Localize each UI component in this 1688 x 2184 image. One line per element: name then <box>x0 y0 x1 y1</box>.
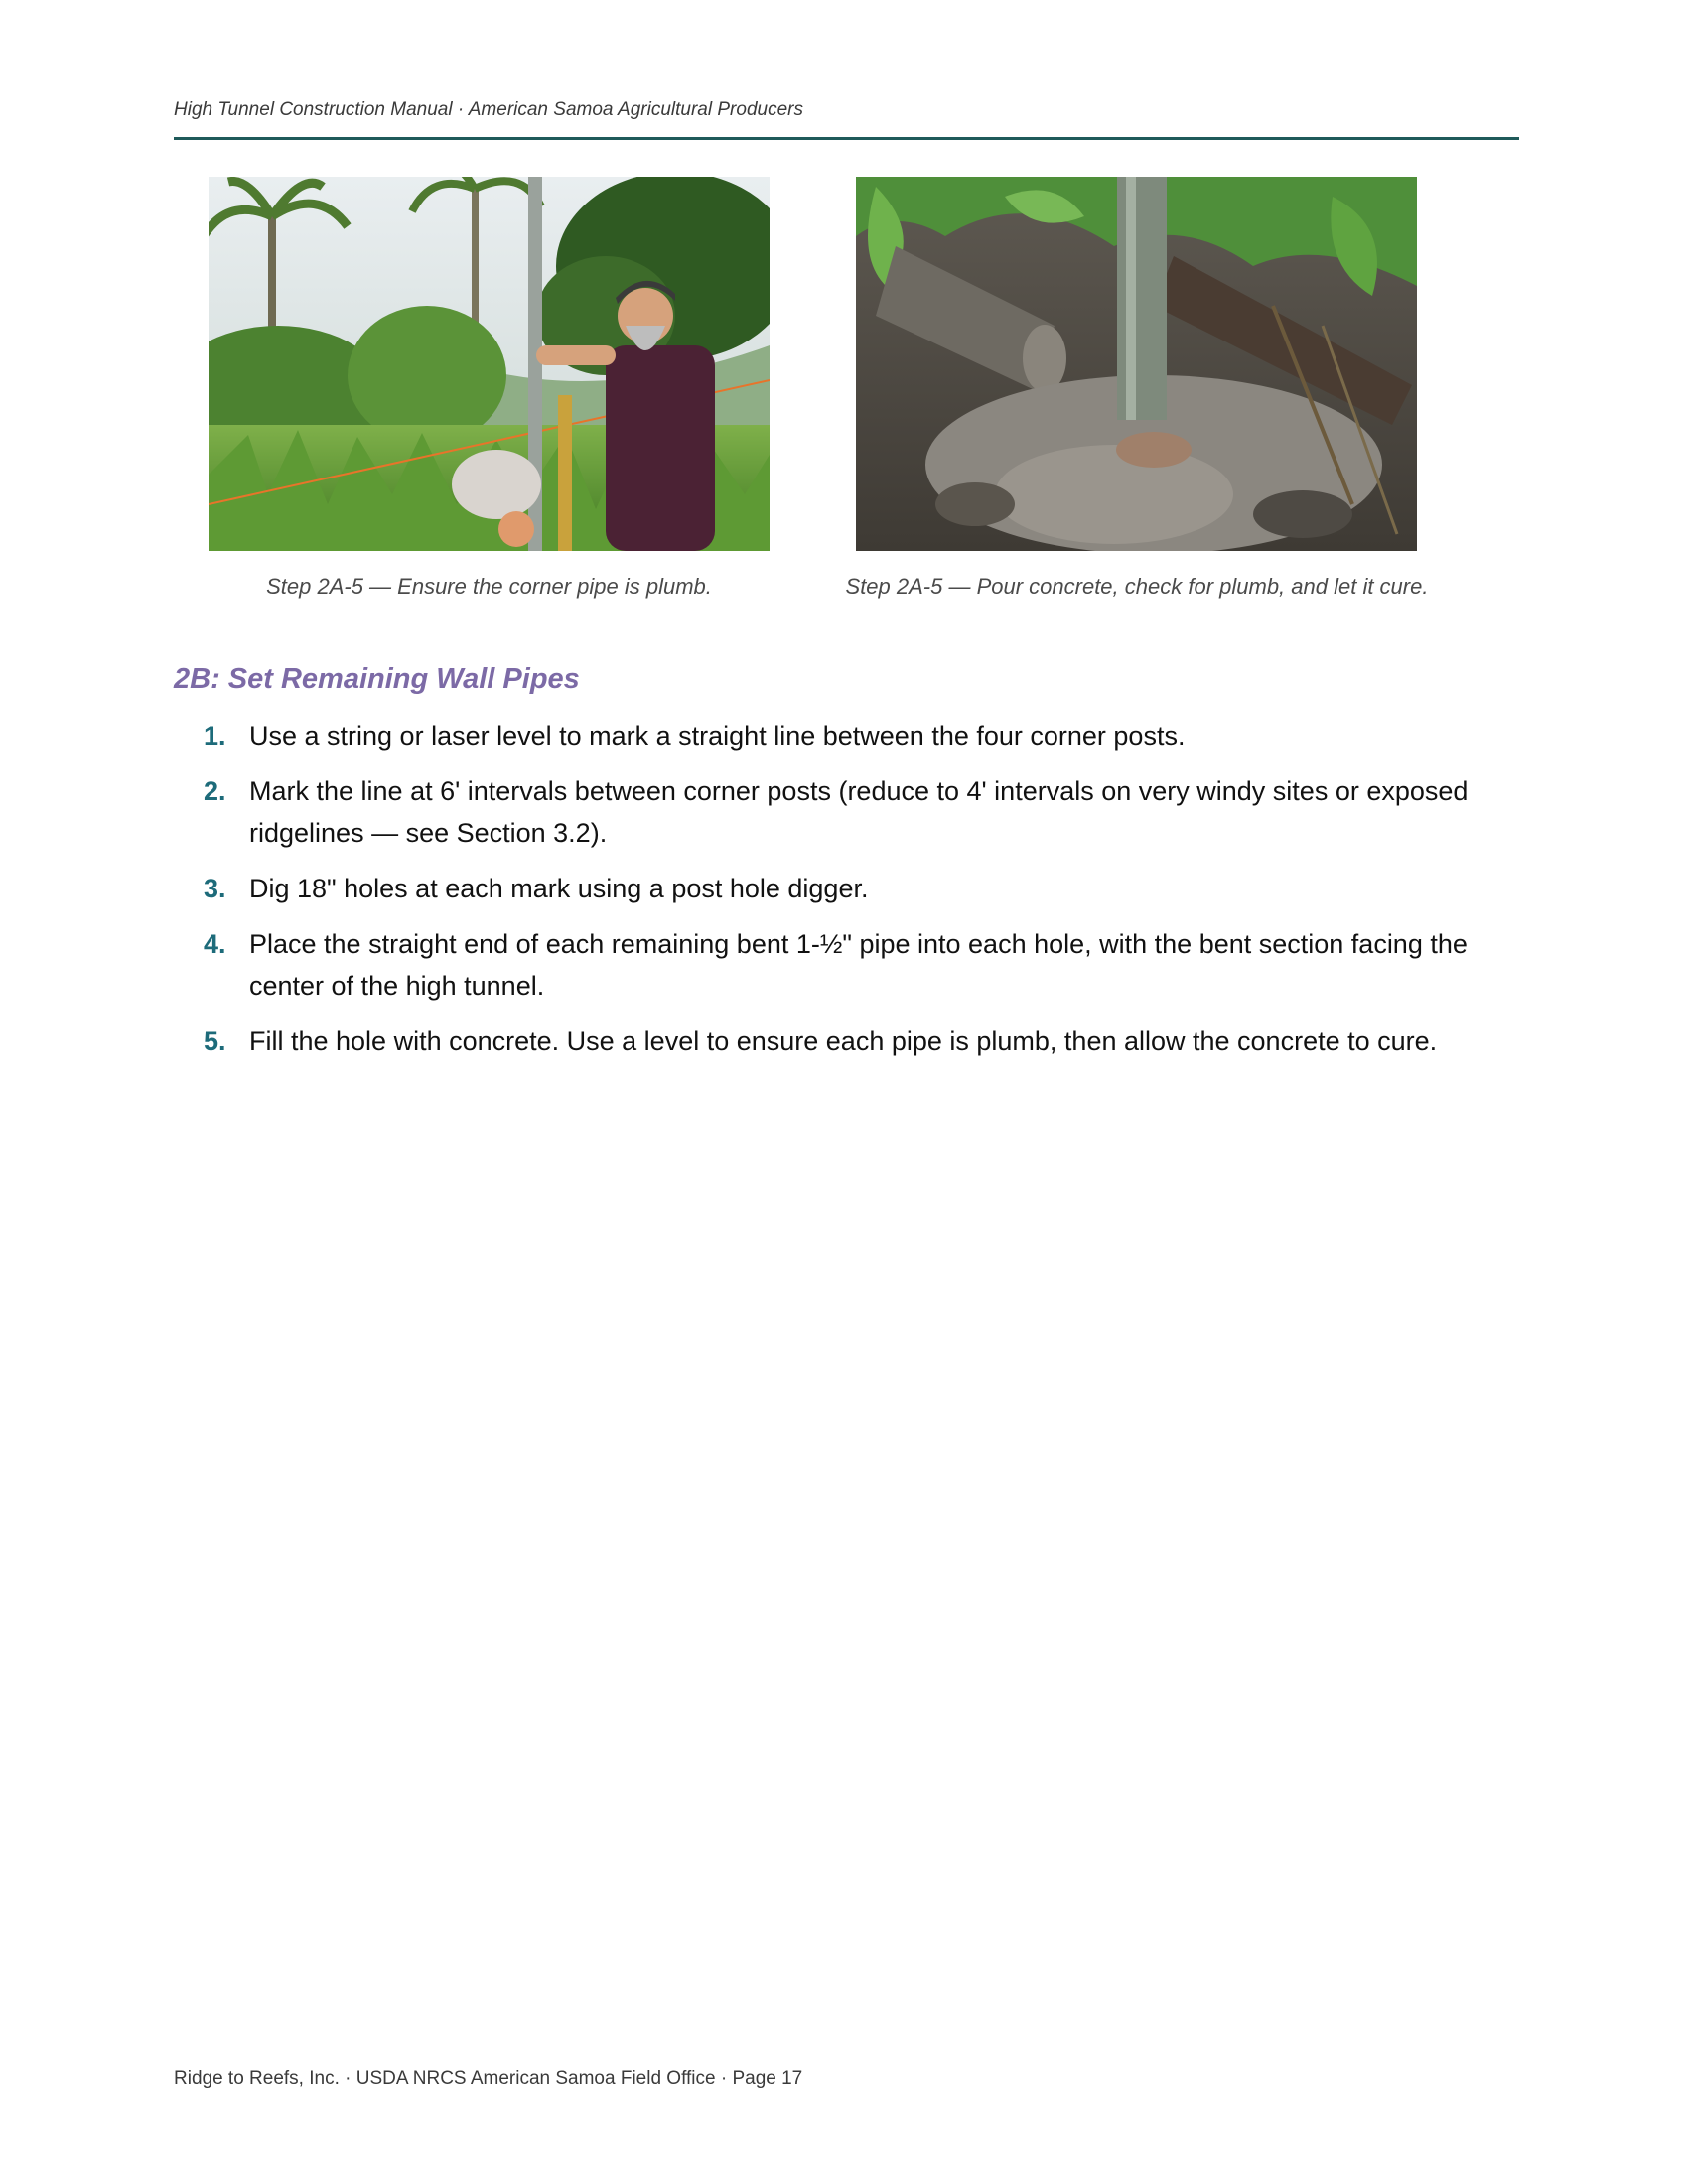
list-item <box>174 770 1509 854</box>
photo-concrete-pour <box>856 177 1417 551</box>
step-number: 3. <box>204 874 226 903</box>
step-text: Place the straight end of each remaining bent 1-½" pipe into each hole, with the bent section facing the center of the high tunnel. <box>249 929 1468 1001</box>
step-number: 4. <box>204 929 226 959</box>
photo-concrete-pour-image <box>856 177 1417 551</box>
step-number: 2. <box>204 776 226 806</box>
step-list <box>174 715 1509 1076</box>
page-footer: Ridge to Reefs, Inc. · USDA NRCS American Samoa Field Office · Page 17 <box>174 2068 803 2089</box>
step-text: Use a string or laser level to mark a straight line between the four corner posts. <box>249 721 1186 751</box>
list-item <box>174 1021 1509 1062</box>
list-item <box>174 715 1509 756</box>
figure-caption-right: Step 2A-5 — Pour concrete, check for plumb, and let it cure. <box>845 574 1429 599</box>
step-number: 5. <box>204 1026 226 1056</box>
section-heading: 2B: Set Remaining Wall Pipes <box>174 663 580 695</box>
step-text: Mark the line at 6' intervals between corner posts (reduce to 4' intervals on very windy sites or exposed ridgelines — see Section 3.2). <box>249 776 1469 848</box>
page-header <box>174 97 1519 140</box>
photo-corner-pipe-plumb-image <box>209 177 770 551</box>
running-title: High Tunnel Construction Manual · American Samoa Agricultural Producers <box>174 99 803 120</box>
step-number: 1. <box>204 721 226 751</box>
step-text: Dig 18" holes at each mark using a post hole digger. <box>249 874 869 903</box>
list-item <box>174 923 1509 1007</box>
figure-caption-left: Step 2A-5 — Ensure the corner pipe is plumb. <box>266 574 712 599</box>
photo-corner-pipe-plumb <box>209 177 770 551</box>
list-item <box>174 868 1509 909</box>
step-text: Fill the hole with concrete. Use a level to ensure each pipe is plumb, then allow the concrete to cure. <box>249 1026 1438 1056</box>
